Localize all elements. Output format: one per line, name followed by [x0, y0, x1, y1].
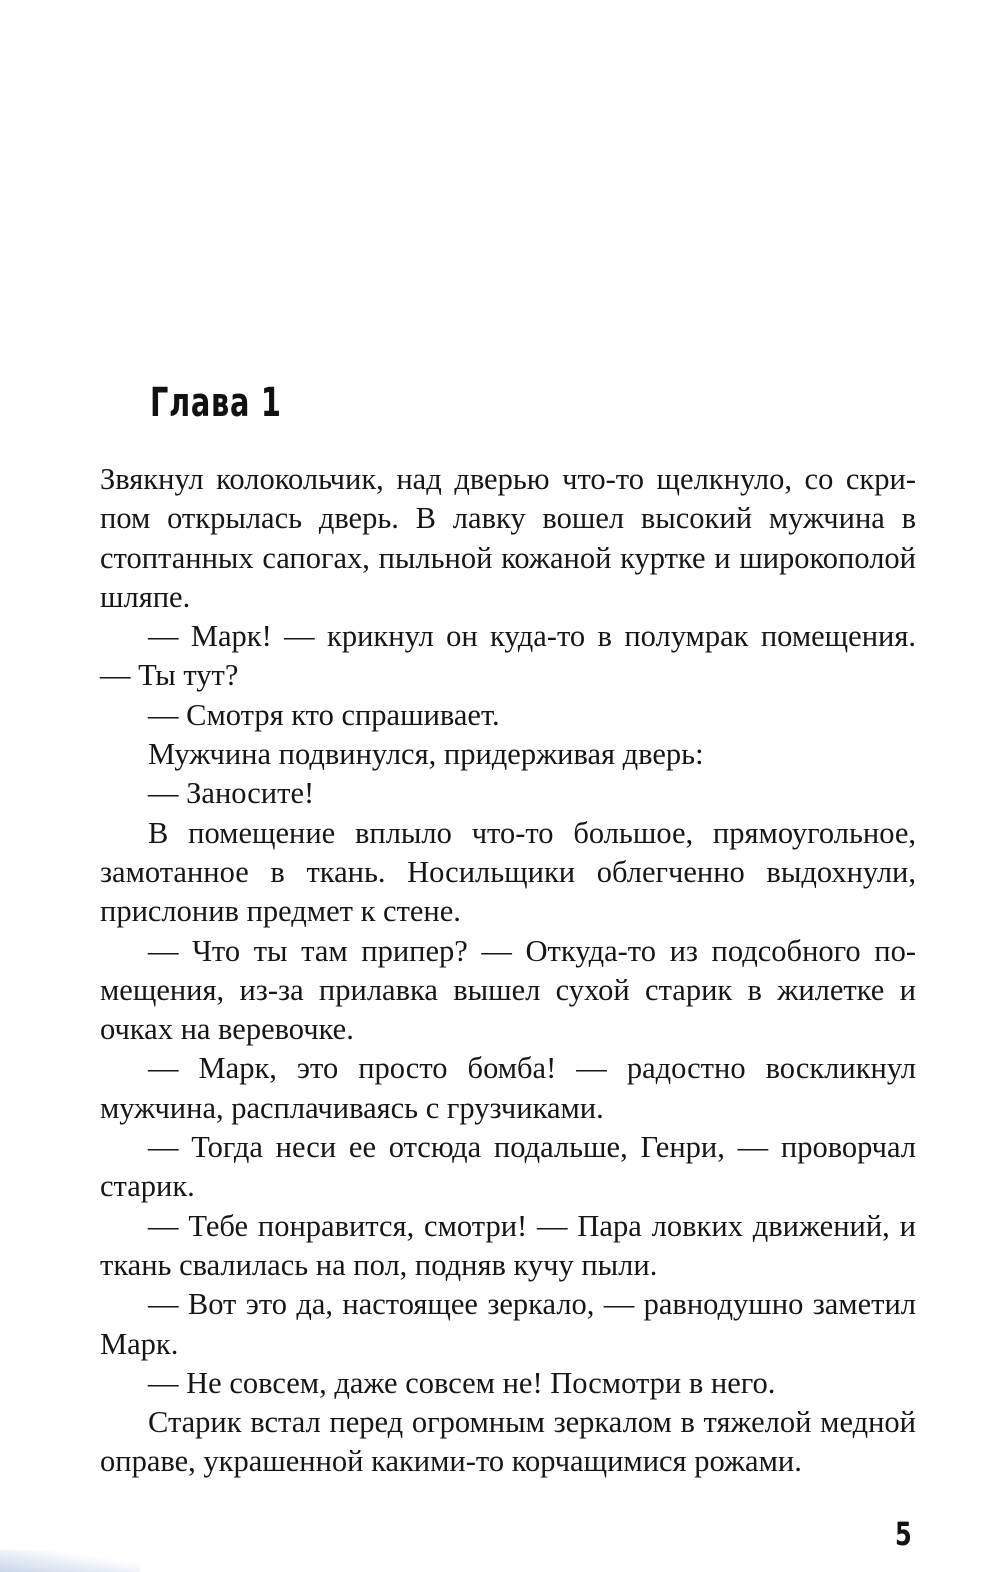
paragraph: В помещение вплыло что-то большое, прямоугольное, замотанное в ткань. Носильщики облегченно выдохнули, прислонив предмет к стене.: [100, 815, 916, 929]
page-edge-shadow: [0, 1550, 140, 1572]
page-number: 5: [895, 1515, 912, 1553]
paragraph: — Вот это да, настоящее зеркало, — равнодушно заметил Марк.: [100, 1287, 916, 1361]
paragraph: — Заносите!: [148, 776, 315, 811]
paragraph: — Не совсем, даже совсем не! Посмотри в него.: [148, 1365, 776, 1400]
paragraph: Звякнул колокольчик, над дверью что-то щелкнуло, со скрипом открылась дверь. В лавку вошел высокий мужчина в стоптанных сапогах, пыльной кожаной куртке и широкополой шляпе.: [100, 462, 916, 614]
paragraph: Мужчина подвинулся, придерживая дверь:: [148, 737, 704, 772]
paragraph: — Марк! — крикнул он куда-то в полумрак помещения. — Ты тут?: [100, 619, 916, 693]
body-text: [100, 460, 916, 1482]
paragraph: — Что ты там припер? — Откуда-то из подсобного помещения, из-за прилавка вышел сухой старик в жилетке и очках на веревочке.: [100, 933, 916, 1047]
chapter-title: Глава 1: [150, 380, 282, 426]
paragraph: — Марк, это просто бомба! — радостно воскликнул мужчина, расплачиваясь с грузчиками.: [100, 1051, 916, 1125]
paragraph: — Тогда неси ее отсюда подальше, Генри, — проворчал старик.: [100, 1130, 916, 1204]
paragraph: — Тебе понравится, смотри! — Пара ловких движений, и ткань свалилась на пол, подняв кучу пыли.: [100, 1208, 916, 1282]
paragraph: — Смотря кто спрашивает.: [148, 697, 500, 732]
paragraph: Старик встал перед огромным зеркалом в тяжелой медной оправе, украшенной какими-то корчащимися рожами.: [100, 1405, 916, 1479]
